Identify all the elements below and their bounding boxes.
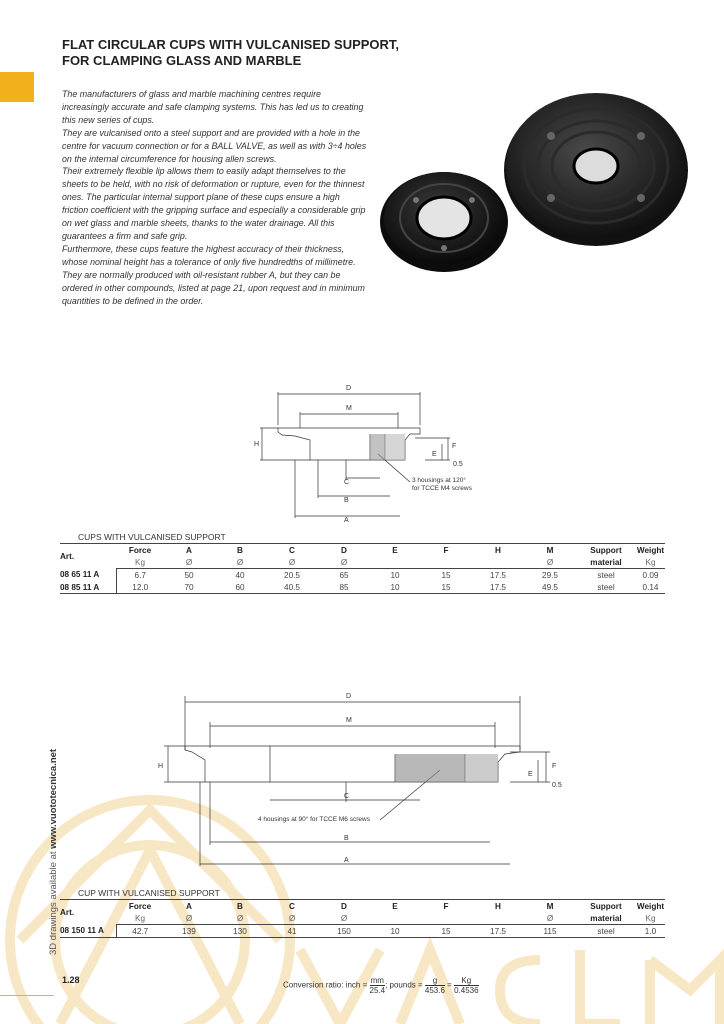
kg-fraction — [454, 976, 478, 995]
table-row — [60, 925, 665, 938]
table-cell: 6.7 — [116, 569, 164, 582]
dim-label-h: H — [158, 763, 164, 770]
fraction-numerator: mm — [370, 976, 384, 985]
table-header-row — [60, 544, 665, 557]
fraction-denominator: 25.4 — [369, 986, 386, 995]
table-cell: 29.5 — [542, 570, 558, 580]
unit-cell: Ø — [266, 912, 318, 925]
unit-cell — [472, 912, 524, 925]
table-cell: 15 — [441, 570, 451, 580]
unit-cell — [420, 912, 472, 925]
dim-label-f: F — [452, 443, 457, 450]
unit-cell: Ø — [214, 912, 266, 925]
table-cell: steel — [576, 925, 636, 938]
col-header-c: C — [289, 545, 295, 555]
spec-table-large-cup — [60, 899, 665, 938]
col-header-c: C — [289, 901, 295, 911]
page-number: 1.28 — [62, 975, 80, 985]
table-cell: 65 — [339, 570, 349, 580]
col-header-d: D — [341, 545, 347, 555]
technical-drawing-small-cups — [250, 380, 500, 525]
side-text-prefix: 3D drawings available at — [48, 848, 59, 955]
col-header-f: F — [443, 545, 449, 555]
table-cell: 40.5 — [266, 581, 318, 594]
col-header-force: Force — [128, 545, 152, 555]
col-header-h: H — [495, 545, 501, 555]
col-header-f: F — [443, 901, 449, 911]
dim-label-h: H — [254, 441, 260, 448]
fraction-numerator: g — [425, 976, 445, 986]
side-website-note — [48, 749, 59, 955]
col-header-e: E — [392, 901, 398, 911]
table-cell: 10 — [390, 570, 400, 580]
table-header-row — [60, 900, 665, 913]
dim-label-b: B — [344, 497, 349, 504]
intro-text — [62, 88, 367, 307]
housing-note-line-1: 3 housings at 120° — [412, 477, 466, 484]
unit-cell: Ø — [164, 556, 214, 569]
col-header-support: Support — [590, 901, 622, 911]
table-cell: 1.0 — [636, 925, 665, 938]
col-header-weight: Weight — [636, 545, 665, 555]
table-cell: 17.5 — [472, 581, 524, 594]
tolerance-label: 0.5 — [552, 782, 562, 789]
spec-table-small-cups — [60, 543, 665, 594]
unit-cell: Ø — [214, 556, 266, 569]
housing-note: 4 housings at 90° for TCCE M6 screws — [258, 816, 370, 823]
table-units-row — [60, 912, 665, 925]
article-code: 08 85 11 A — [60, 581, 116, 594]
intro-paragraph: Furthermore, these cups feature the highest accuracy of their thickness, whose nominal height has a tolerance of only five hundredths of millimetre. — [62, 243, 356, 267]
table-caption: CUP WITH VULCANISED SUPPORT — [78, 888, 220, 898]
table-cell: steel — [597, 570, 615, 580]
unit-cell: material — [576, 556, 636, 569]
unit-cell: Kg — [636, 912, 665, 925]
fraction-numerator: Kg — [454, 976, 478, 986]
col-header-force: Force — [128, 901, 152, 911]
conversion-label: Conversion ratio: inch = — [283, 980, 368, 990]
table-cell: 49.5 — [524, 581, 576, 594]
unit-cell: Kg — [116, 912, 164, 925]
unit-cell: Ø — [266, 556, 318, 569]
unit-cell: Kg — [116, 556, 164, 569]
unit-cell: material — [576, 912, 636, 925]
table-cell: 70 — [164, 581, 214, 594]
col-header-art: Art. — [60, 551, 75, 561]
table-cell: 0.09 — [642, 570, 659, 580]
col-header-d: D — [341, 901, 347, 911]
table-cell: 0.14 — [636, 581, 665, 594]
unit-cell: Ø — [318, 556, 370, 569]
table-caption: CUPS WITH VULCANISED SUPPORT — [78, 532, 226, 542]
article-code: 08 150 11 A — [60, 925, 116, 938]
col-header-b: B — [237, 545, 243, 555]
unit-cell — [420, 556, 472, 569]
table-cell: 41 — [266, 925, 318, 938]
website-link[interactable]: www.vuototecnica.net — [48, 748, 59, 849]
table-cell: 15 — [420, 925, 472, 938]
col-header-a: A — [186, 545, 192, 555]
section-tab-marker — [0, 72, 34, 102]
inch-fraction — [370, 976, 386, 995]
intro-paragraph: Their extremely flexible lip allows them to easily adapt themselves to the sheets to be held, with no risk of deformation or rupture, even for the thinnest ones. The particular internal support plane of these cups ensure a high friction coefficient with the gripping surface and especially a considerable grip on wet glass and marble sheets, thanks to the water drainage. All this guarantees a firm and safe grip. — [62, 166, 366, 241]
dim-label-e: E — [432, 451, 437, 458]
col-header-support: Support — [590, 545, 622, 555]
table-cell: 15 — [420, 581, 472, 594]
table-cell: 42.7 — [116, 925, 164, 938]
unit-cell: Ø — [524, 912, 576, 925]
page-number-rule — [0, 995, 54, 996]
table-cell: 10 — [370, 581, 420, 594]
dim-label-e: E — [528, 771, 533, 778]
dim-label-a: A — [344, 857, 349, 864]
table-row — [60, 581, 665, 594]
table-cell: 20.5 — [284, 570, 300, 580]
dim-label-c: C — [344, 479, 350, 486]
col-header-m: M — [546, 901, 554, 911]
col-header-m: M — [546, 545, 554, 555]
intro-paragraph: The manufacturers of glass and marble machining centres require increasingly accurate and safe clamping systems. This has led us to creating this new series of cups. — [62, 89, 364, 125]
tolerance-label: 0.5 — [453, 461, 463, 468]
col-header-art: Art. — [60, 907, 75, 917]
table-cell: 115 — [524, 925, 576, 938]
unit-cell: Kg — [636, 556, 665, 569]
page-title — [62, 37, 502, 69]
unit-cell — [370, 912, 420, 925]
fraction-denominator: 0.4536 — [454, 986, 479, 995]
dim-label-c: C — [344, 793, 350, 800]
table-cell: 85 — [318, 581, 370, 594]
pounds-fraction — [425, 976, 445, 995]
intro-paragraph: They are normally produced with oil-resistant rubber A, but they can be ordered in other compounds, listed at page 21, upon request and in minimum quantities to be defined in the order. — [62, 269, 365, 306]
dim-label-m: M — [346, 405, 352, 412]
dim-label-m: M — [346, 717, 352, 724]
table-cell: 50 — [184, 570, 194, 580]
technical-drawing-large-cup — [150, 690, 580, 875]
unit-cell — [370, 556, 420, 569]
intro-paragraph: They are vulcanised onto a steel support and are provided with a hole in the centre for vacuum connection or for a BALL VALVE, as well as with 3÷4 holes on the internal circumference for housing allen screws. — [62, 127, 367, 164]
dim-label-d: D — [346, 693, 352, 700]
table-cell: 40 — [235, 570, 245, 580]
table-cell: 17.5 — [490, 570, 506, 580]
title-line-2: FOR CLAMPING GLASS AND MARBLE — [62, 53, 302, 68]
equals-sign: = — [447, 980, 452, 990]
unit-cell: Ø — [164, 912, 214, 925]
fraction-denominator: 453.6 — [424, 986, 445, 995]
table-cell: 139 — [164, 925, 214, 938]
article-code: 08 65 11 A — [60, 570, 100, 580]
product-photo — [376, 88, 694, 280]
dim-label-b: B — [344, 835, 349, 842]
housing-note-line-2: for TCCE M4 screws — [412, 485, 472, 492]
col-header-h: H — [495, 901, 501, 911]
unit-cell: Ø — [524, 556, 576, 569]
table-cell: steel — [576, 581, 636, 594]
table-units-row — [60, 556, 665, 569]
col-header-a: A — [186, 901, 192, 911]
dim-label-a: A — [344, 517, 349, 524]
col-header-weight: Weight — [636, 901, 665, 911]
conversion-ratio — [283, 976, 479, 995]
table-cell: 130 — [214, 925, 266, 938]
table-cell: 60 — [214, 581, 266, 594]
title-line-1: FLAT CIRCULAR CUPS WITH VULCANISED SUPPORT, — [62, 37, 400, 52]
col-header-b: B — [237, 901, 243, 911]
table-row — [60, 569, 665, 582]
table-cell: 17.5 — [472, 925, 524, 938]
dim-label-d: D — [346, 385, 352, 392]
table-cell: 10 — [370, 925, 420, 938]
pounds-label: ; pounds = — [385, 980, 423, 990]
col-header-e: E — [392, 545, 398, 555]
dim-label-f: F — [552, 763, 557, 770]
table-cell: 12.0 — [116, 581, 164, 594]
unit-cell: Ø — [318, 912, 370, 925]
unit-cell — [472, 556, 524, 569]
table-cell: 150 — [318, 925, 370, 938]
